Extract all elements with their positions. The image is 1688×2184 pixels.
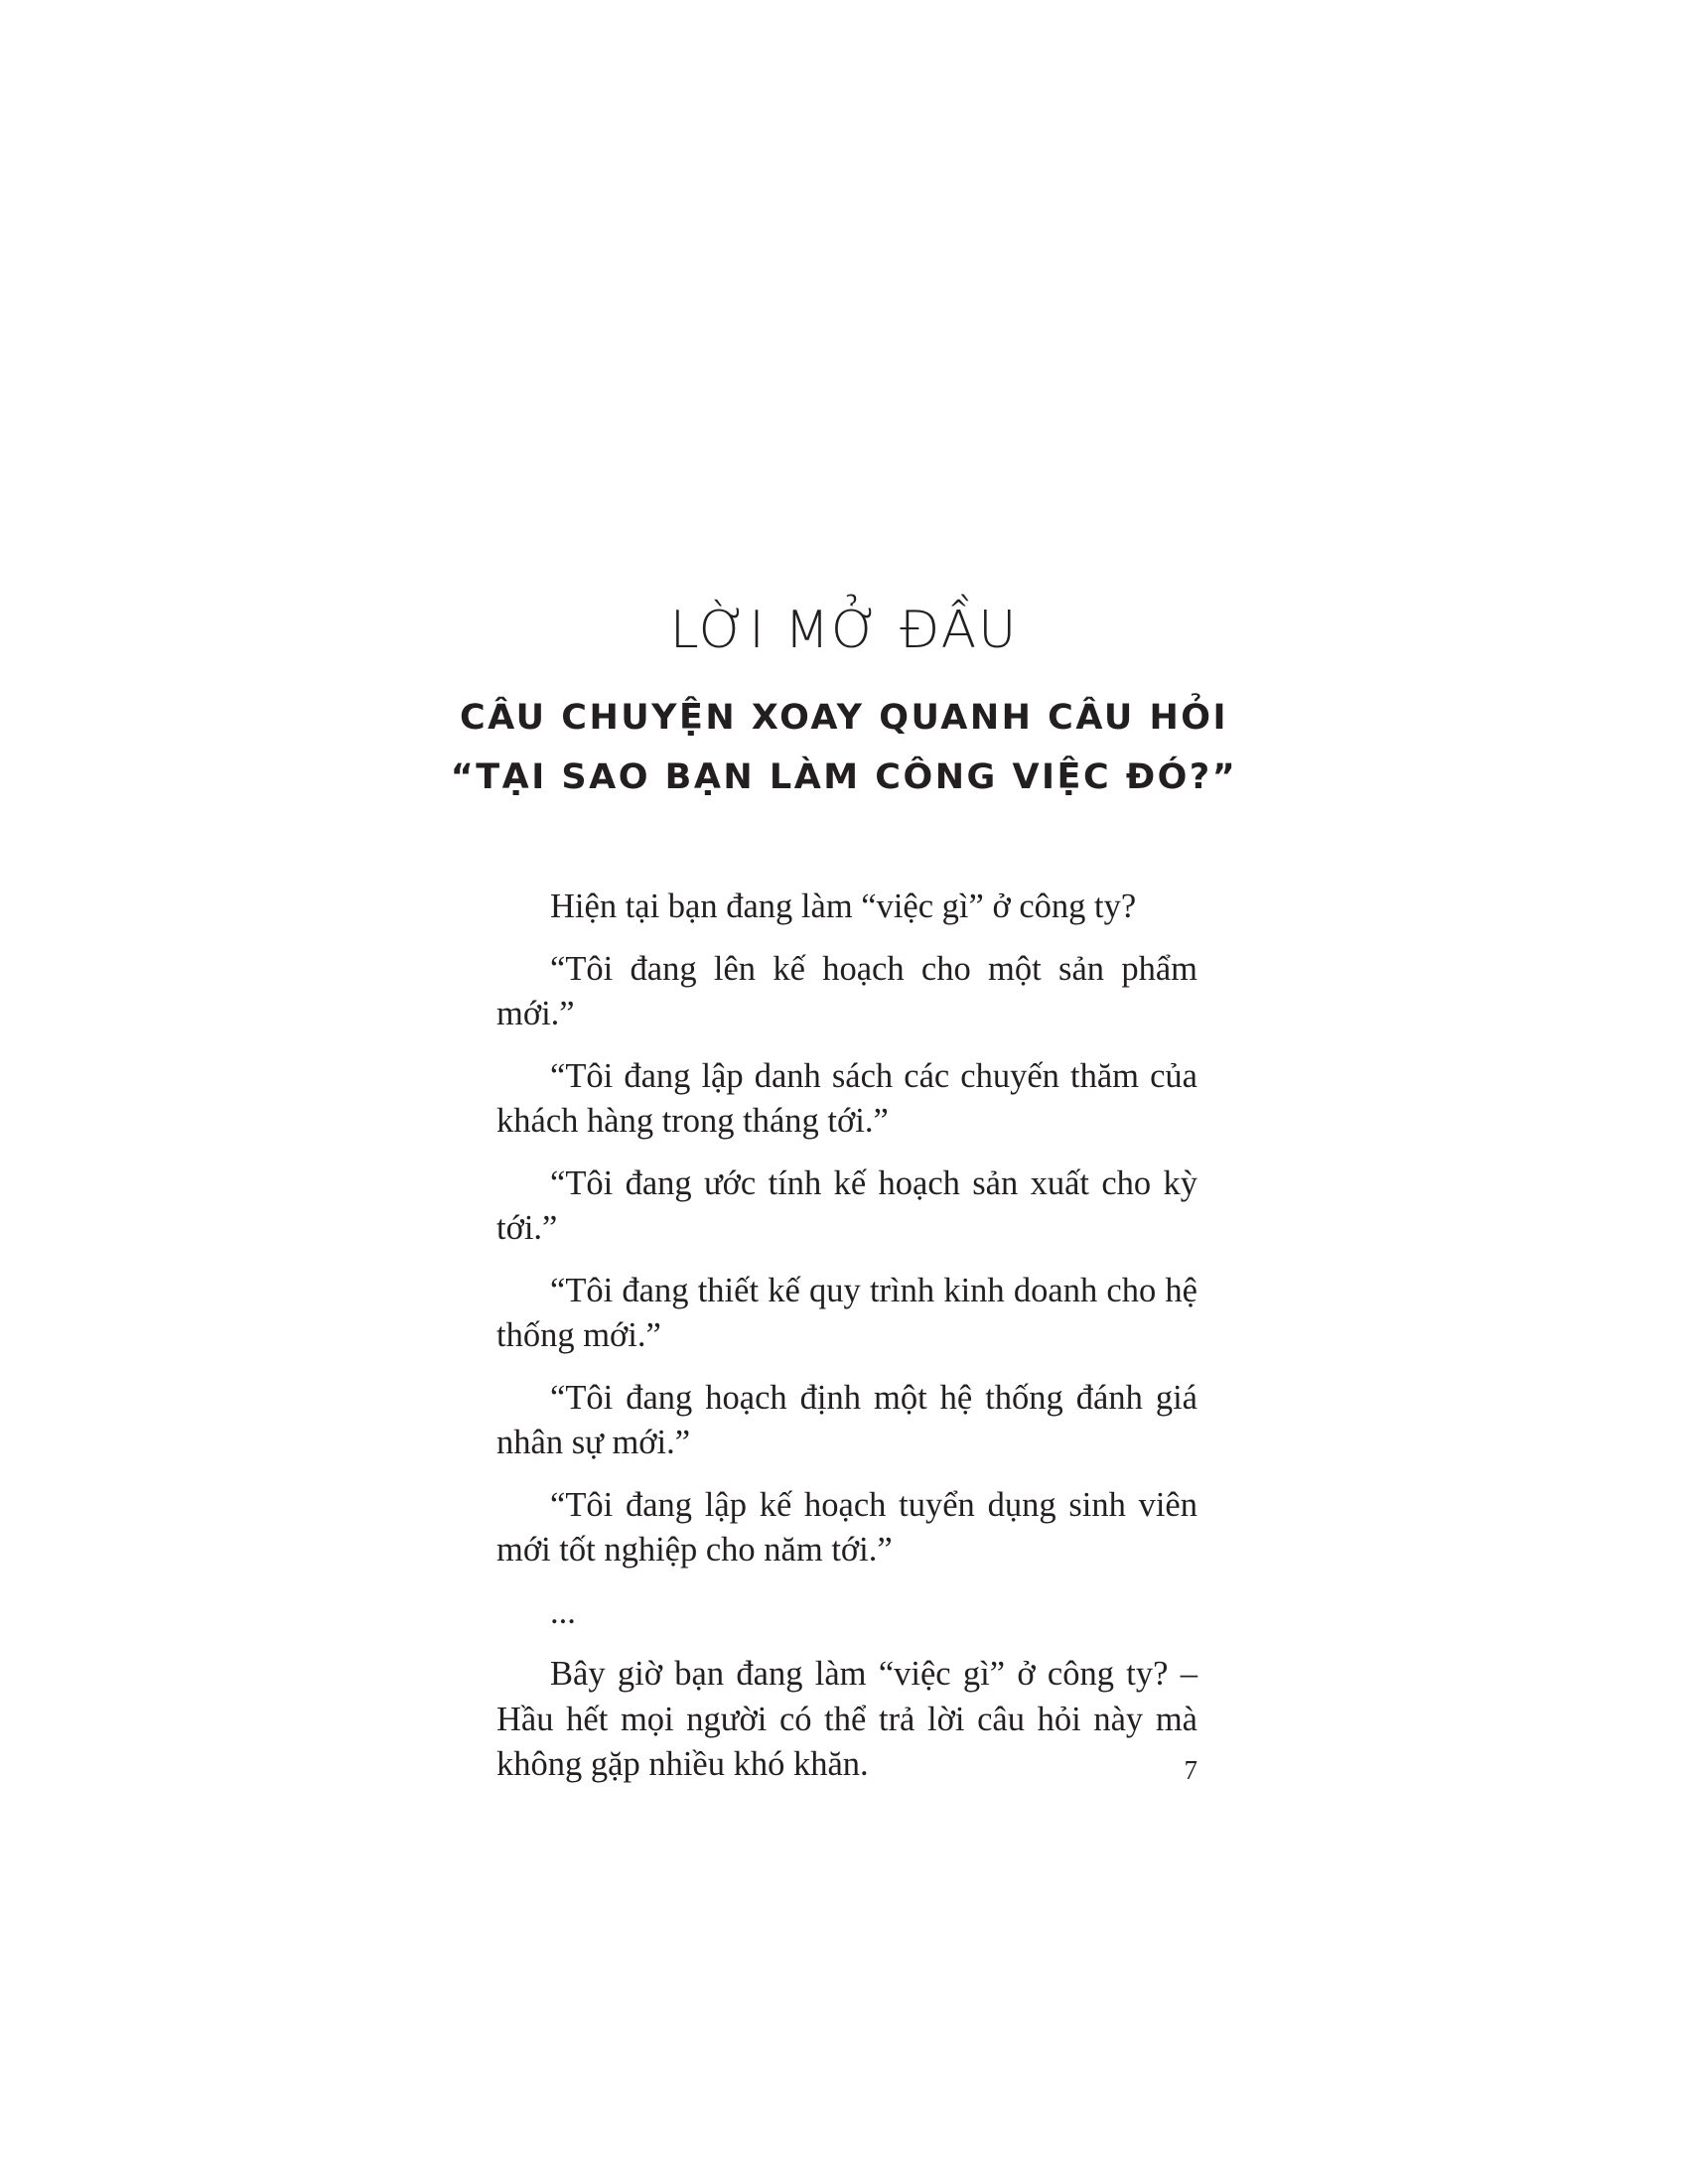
paragraph: “Tôi đang ước tính kế hoạch sản xuất cho kỳ tới.” xyxy=(496,1163,1197,1247)
paragraph: “Tôi đang hoạch định một hệ thống đánh giá nhân sự mới.” xyxy=(496,1378,1197,1461)
paragraph-ellipsis: ... xyxy=(550,1592,576,1631)
paragraph: “Tôi đang lập danh sách các chuyến thăm của khách hàng trong tháng tới.” xyxy=(496,1056,1197,1140)
paragraph: Hiện tại bạn đang làm “việc gì” ở công ty? xyxy=(550,887,1137,925)
body-text xyxy=(496,885,1197,1805)
paragraph: “Tôi đang lên kế hoạch cho một sản phẩm mới.” xyxy=(496,949,1197,1032)
paragraph: “Tôi đang thiết kế quy trình kinh doanh cho hệ thống mới.” xyxy=(496,1271,1197,1354)
paragraph: “Tôi đang lập kế hoạch tuyển dụng sinh viên mới tốt nghiệp cho năm tới.” xyxy=(496,1485,1197,1569)
chapter-title: LỜI MỞ ĐẦU xyxy=(669,601,1019,660)
subtitle-line: CÂU CHUYỆN XOAY QUANH CÂU HỎI xyxy=(459,698,1229,738)
page-number: 7 xyxy=(1184,1755,1197,1785)
subtitle-line: “TẠI SAO BẠN LÀM CÔNG VIỆC ĐÓ?” xyxy=(450,757,1238,797)
paragraph: Bây giờ bạn đang làm “việc gì” ở công ty? – Hầu hết mọi người có thể trả lời câu hỏi này mà không gặp nhiều khó khăn. xyxy=(496,1655,1197,1783)
chapter-subtitle xyxy=(0,688,1688,807)
